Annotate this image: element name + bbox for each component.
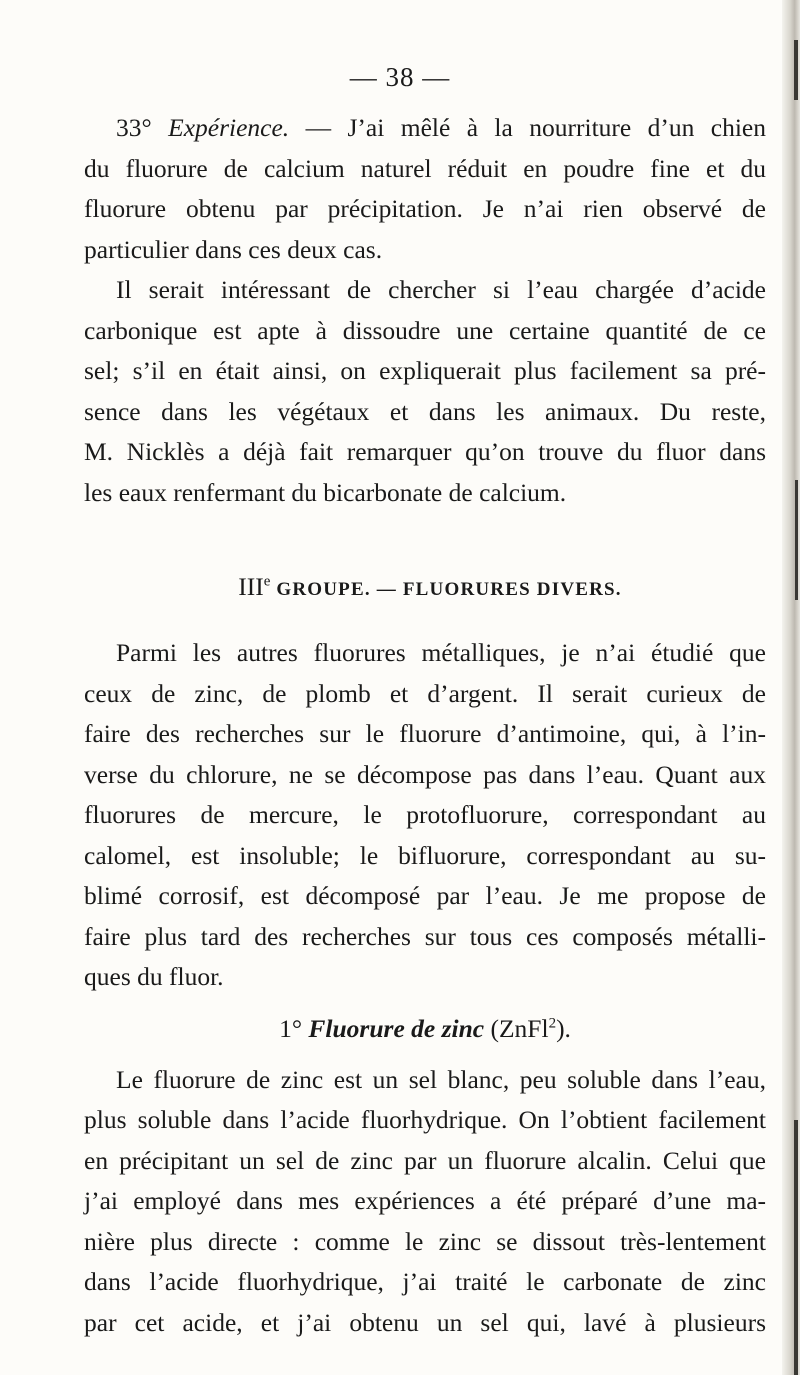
text-line: les eaux renfermant du bicarbonate de calcium. <box>84 477 567 507</box>
text-line: Le fluorure de zinc est un sel blanc, peu soluble dans l’eau, <box>116 1064 766 1094</box>
paragraph-zinc-fluoride <box>84 1060 766 1344</box>
experience-number: 33° <box>116 113 152 142</box>
page-edge-mark <box>795 480 798 600</box>
formula-open: (ZnFl <box>490 1013 549 1043</box>
page-edge-mark <box>794 1120 798 1375</box>
subsection-heading <box>84 1008 766 1050</box>
experience-title: Expérience. <box>168 113 290 142</box>
text-line: Parmi les autres fluorures métalliques, je n’ai étudié que <box>116 638 766 667</box>
text-line: carbonique est apte à dissoudre une certaine quantité de ce <box>84 315 766 345</box>
text-line: par cet acide, et j’ai obtenu un sel qui, lavé à plusieurs <box>84 1307 766 1337</box>
paragraph-experience-33 <box>84 108 766 270</box>
running-head: — 38 — <box>349 62 451 92</box>
text-line: blimé corrosif, est décomposé par l’eau. Je me propose de <box>84 881 766 910</box>
text-line <box>84 108 766 149</box>
text-line: j’ai employé dans mes expériences a été préparé d’une ma- <box>84 1186 766 1215</box>
text-line: M. Nicklès a déjà fait remarquer qu’on trouve du fluor dans <box>84 437 766 466</box>
text-line: fluorure obtenu par précipitation. Je n’ai rien observé de <box>84 194 766 223</box>
section-title: GROUPE. — FLUORURES DIVERS. <box>270 579 622 600</box>
text-line: du fluorure de calcium naturel réduit en poudre fine et du <box>84 153 766 183</box>
text-line: dans l’acide fluorhydrique, j’ai traité le carbonate de zinc <box>84 1267 766 1296</box>
text-line: en précipitant un sel de zinc par un fluorure alcalin. Celui que <box>84 1145 766 1175</box>
paragraph-carbonic-acid <box>84 270 766 513</box>
page-text <box>84 108 766 1343</box>
text-line: faire plus tard des recherches sur tous ces composés métalli- <box>84 921 766 951</box>
section-superscript: e <box>263 573 271 590</box>
text-fragment: — J’ai mêlé à la nourriture d’un chien <box>289 113 766 142</box>
formula-close: ). <box>556 1013 571 1043</box>
text-line: calomel, est insoluble; le bifluorure, correspondant au su- <box>84 840 766 870</box>
text-line: sel; s’il en était ainsi, on expliquerait plus facilement sa pré- <box>84 356 766 385</box>
section-roman-numeral: III <box>238 572 264 601</box>
text-line: Il serait intéressant de chercher si l’eau chargée d’acide <box>116 275 766 304</box>
text-line: plus soluble dans l’acide fluorhydrique. On l’obtient facilement <box>84 1105 766 1134</box>
subsection-number: 1° <box>279 1013 303 1043</box>
text-line: nière plus directe : comme le zinc se dissout très-lentement <box>84 1226 766 1256</box>
text-line: fluorures de mercure, le protofluorure, correspondant au <box>84 800 766 829</box>
text-line: sence dans les végétaux et dans les animaux. Du reste, <box>84 396 766 426</box>
text-line: particulier dans ces deux cas. <box>84 234 383 264</box>
text-line: faire des recherches sur le fluorure d’antimoine, qui, à l’in- <box>84 719 766 748</box>
paragraph-other-fluorides <box>84 633 766 998</box>
page-edge-shadow <box>782 0 800 1375</box>
text-line: ques du fluor. <box>84 962 224 991</box>
text-line: ceux de zinc, de plomb et d’argent. Il serait curieux de <box>84 678 766 708</box>
section-heading <box>84 567 766 607</box>
subsection-title: Fluorure de zinc <box>308 1013 485 1043</box>
formula-superscript: 2 <box>548 1015 557 1031</box>
text-line: verse du chlorure, ne se décompose pas dans l’eau. Quant aux <box>84 759 766 789</box>
